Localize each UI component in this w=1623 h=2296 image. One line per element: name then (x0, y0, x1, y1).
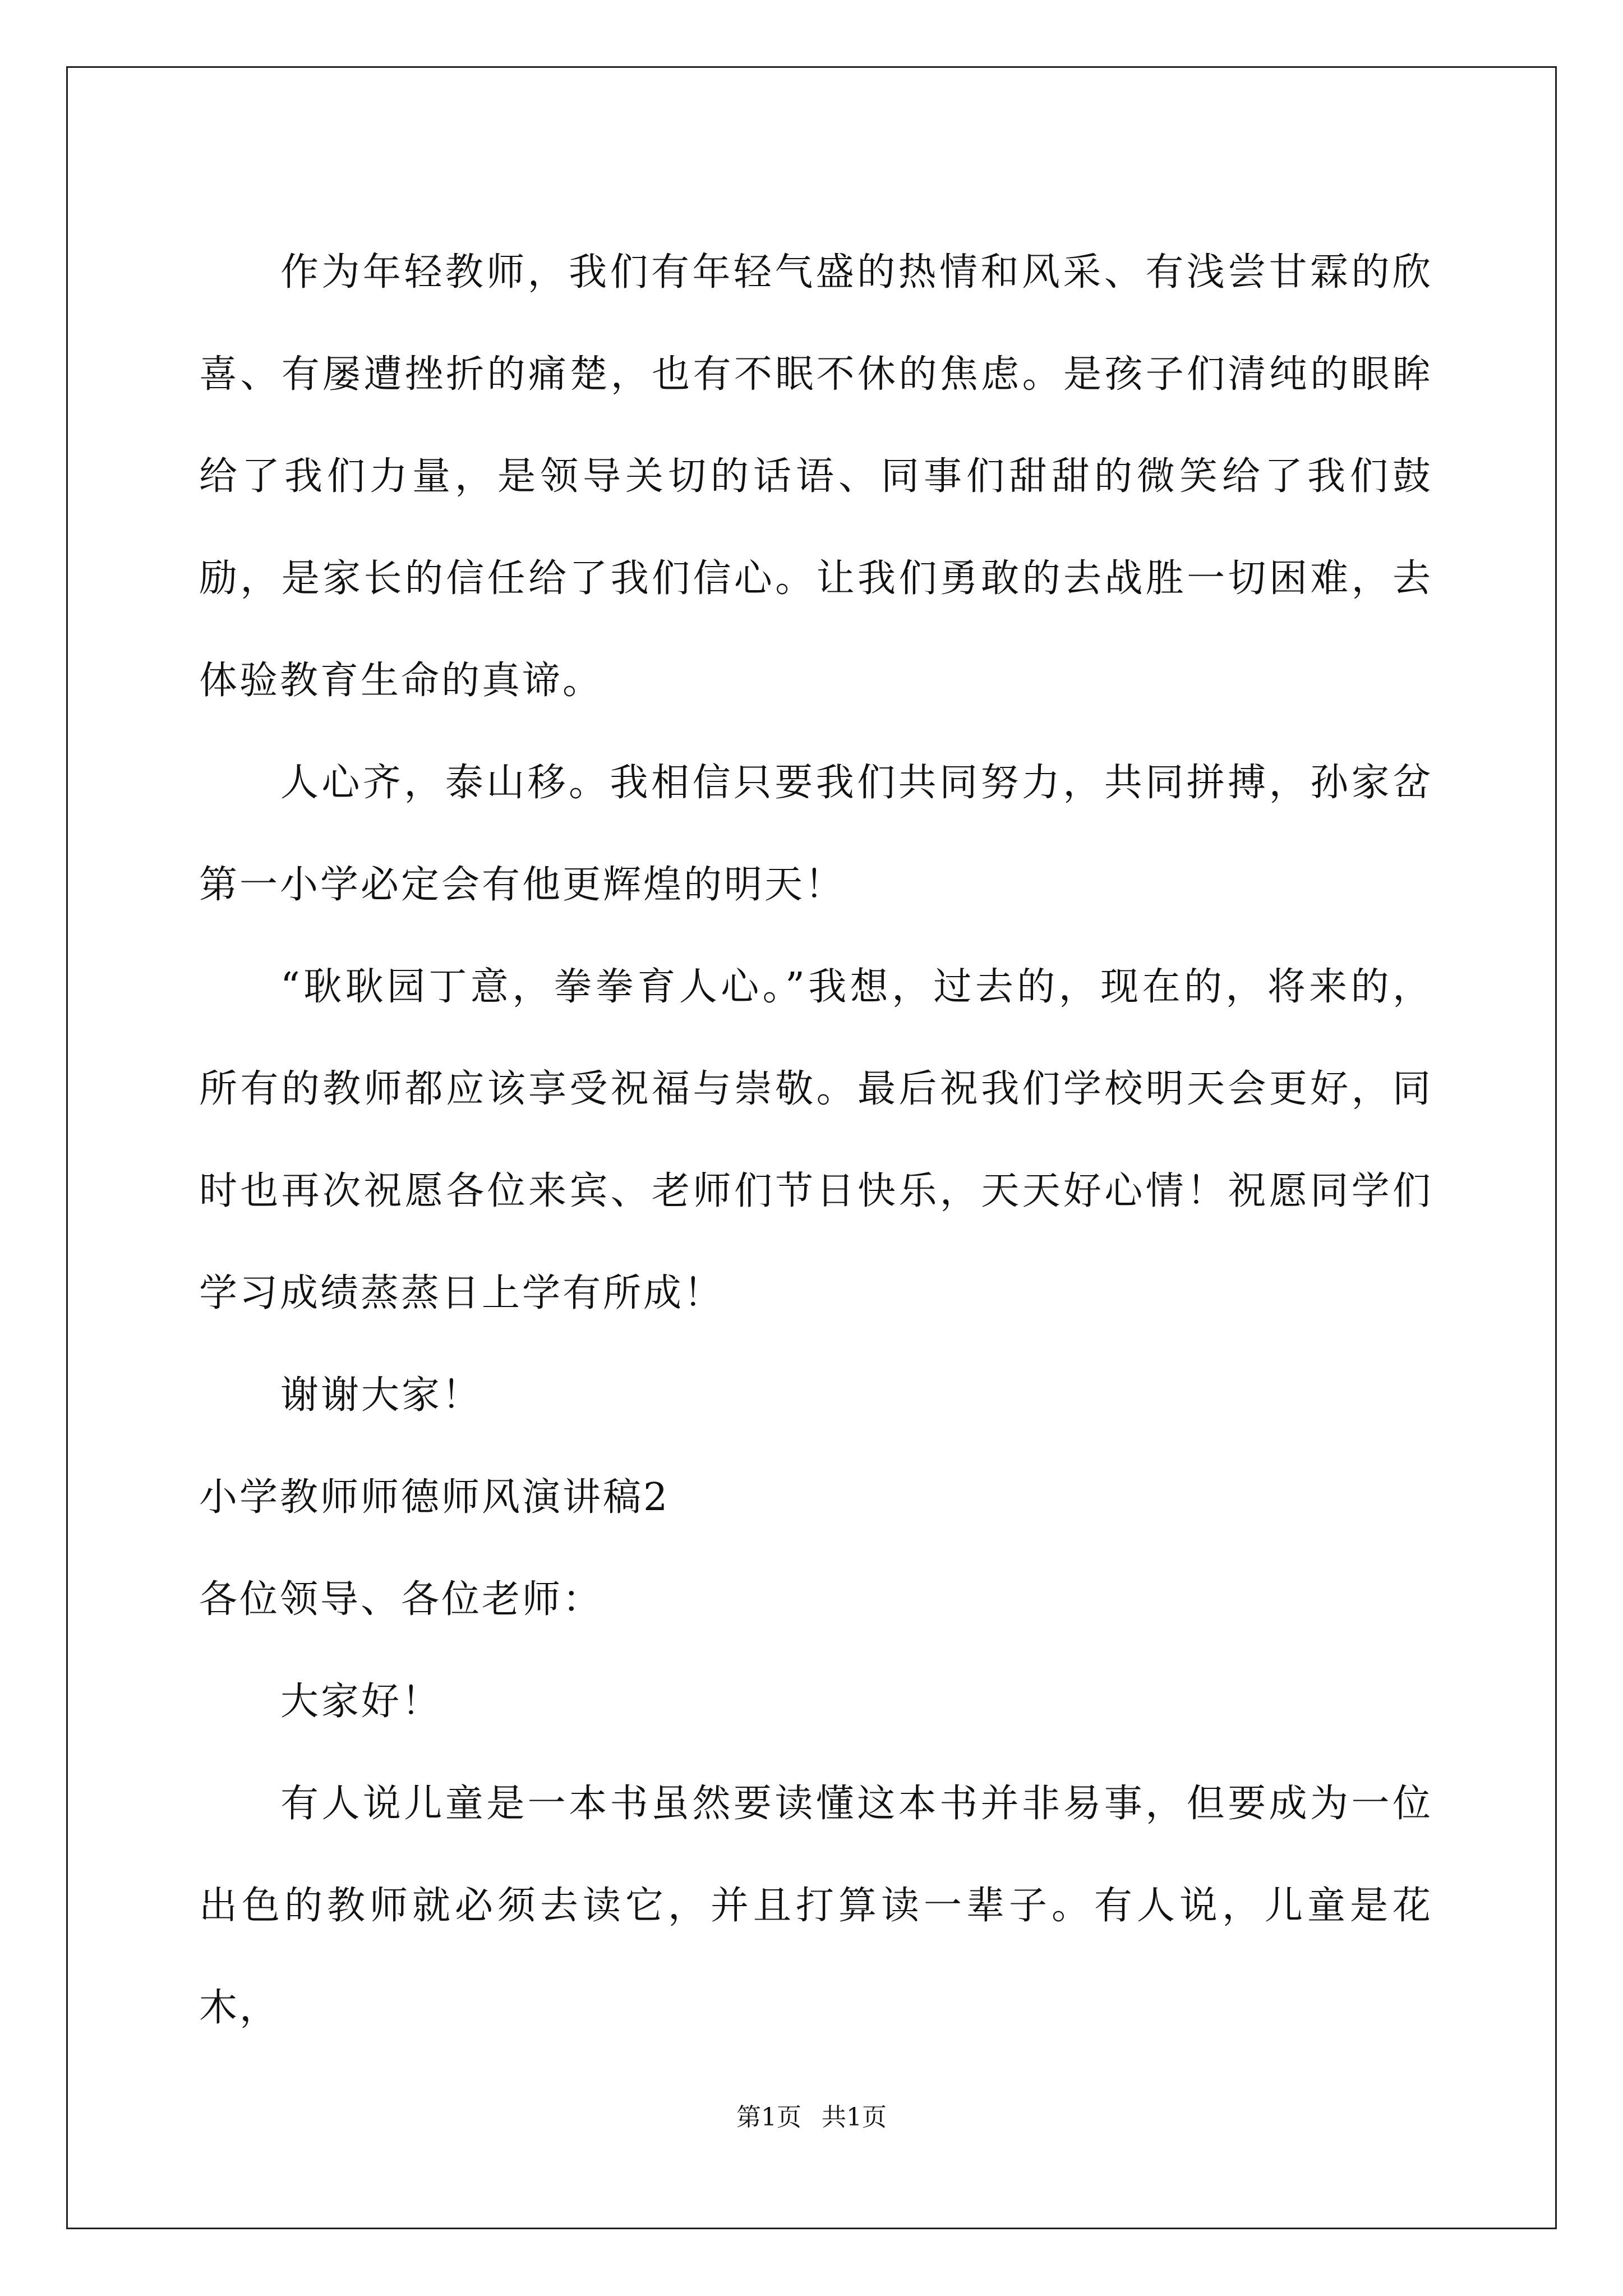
greeting: 大家好！ (280, 1680, 442, 1724)
section-title: 小学教师师德师风演讲稿2 (199, 1475, 670, 1520)
salutation: 各位领导、各位老师： (199, 1577, 603, 1622)
paragraph-young-teachers: 作为年轻教师，我们有年轻气盛的热情和风采、有浅尝甘霖的欣喜、有屡遭挫折的痛楚，也有不眠不休的焦虑。是孩子们清纯的眼眸给了我们力量，是领导关切的话语、同事们甜甜的微笑给了我们鼓励，是家长的信任给了我们信心。让我们勇敢的去战胜一切困难，去体验教育生命的真谛。 (199, 250, 1433, 703)
paragraph-unity: 人心齐，泰山移。我相信只要我们共同努力，共同拼搏，孙家岔第一小学必定会有他更辉煌的明天！ (199, 761, 1433, 907)
paragraph-children-book: 有人说儿童是一本书虽然要读懂这本书并非易事，但要成为一位出色的教师就必须去读它，并且打算读一辈子。有人说，儿童是花木， (199, 1782, 1433, 2030)
page-footer (0, 2101, 1623, 2134)
paragraph-thanks: 谢谢大家！ (280, 1373, 483, 1418)
document-body (199, 222, 1433, 2059)
page-total: 共1页 (822, 2103, 887, 2132)
page-number: 第1页 (736, 2103, 801, 2132)
paragraph-closing-wishes: “耿耿园丁意，拳拳育人心。”我想，过去的，现在的，将来的，所有的教师都应该享受祝福与崇敬。最后祝我们学校明天会更好，同时也再次祝愿各位来宾、老师们节日快乐，天天好心情！祝愿同学们学习成绩蒸蒸日上学有所成！ (199, 965, 1433, 1315)
